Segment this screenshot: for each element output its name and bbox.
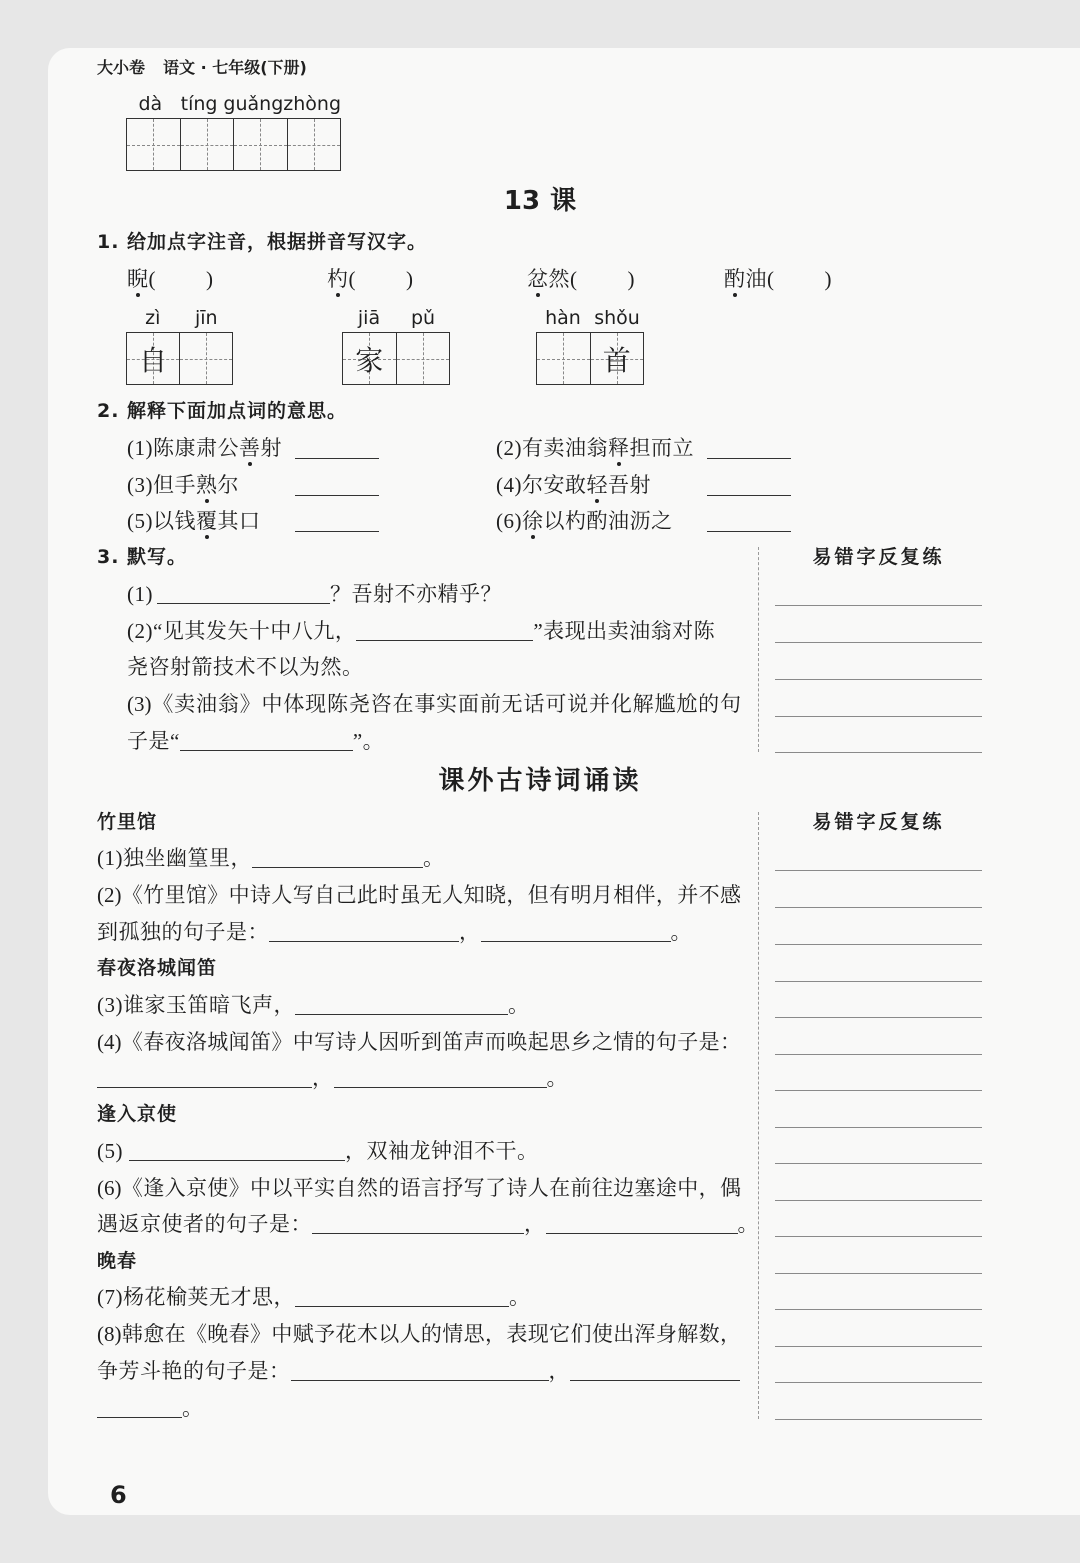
answer-blank [180,732,353,751]
tianzige-box [126,118,341,171]
q2-item [496,509,673,533]
answer-blank [481,923,671,942]
item-number: (3) [127,692,152,716]
item-text: 以钱 [153,509,196,533]
poem-item-continued [97,1396,204,1420]
q2-item [496,436,694,460]
q3-item [127,582,502,606]
separator: ， [524,1212,546,1236]
item-text: 到孤独的句子是： [97,920,269,944]
item-number: (7) [97,1285,123,1309]
answer-blank [546,1215,738,1234]
practice-line [775,870,982,871]
book-subject: 语文 · 七年级(下册) [163,58,307,77]
q1-item [724,267,832,291]
item-text: 然 [548,267,570,291]
pinyin-syllable: jiā [357,307,381,329]
question-2-prompt: 2. 解释下面加点词的意思。 [97,400,348,422]
answer-blank [252,849,423,868]
item-text: 尔 [217,473,239,497]
item-text: 吾射 [608,473,651,497]
answer-blank [295,531,379,532]
answer-blank [295,996,508,1015]
practice-line [775,1309,982,1310]
emphasis-char: 释 [608,436,630,460]
item-text: ，双袖龙钟泪不干。 [345,1139,539,1163]
section-title: 课外古诗词诵读 [438,766,642,796]
item-text: 担而立 [629,436,694,460]
column-divider [758,812,759,1419]
answer-blank [570,1362,740,1381]
practice-line [775,1273,982,1274]
item-text: 陈康肃公 [153,436,239,460]
q2-item [127,509,261,533]
answer-blank [97,1069,312,1088]
answer-blank [157,585,330,604]
pinyin-syllable: jīn [194,307,218,329]
item-text: 《逢入京使》中以平实自然的语言抒写了诗人在前往边塞途中，偶 [121,1176,741,1200]
paren-open: ( [148,267,156,291]
poem-item-continued [97,1212,759,1236]
practice-line [775,1236,982,1237]
item-text: 其口 [217,509,261,533]
answer-blank [707,458,791,459]
practice-column-title: 易错字反复练 [812,546,945,568]
answer-blank [269,923,459,942]
item-text: 油 [745,267,767,291]
end-mark: 。 [670,920,692,944]
item-number: (3) [127,473,153,497]
practice-line [775,752,982,753]
emphasis-char: 覆 [196,509,218,533]
given-char: 自 [138,345,167,377]
item-number: (3) [97,993,123,1017]
poem-item [97,1139,539,1163]
warmup-pinyin [126,92,341,116]
word-pinyin [342,306,450,330]
q3-item [127,619,715,643]
answer-blank [129,1142,345,1161]
practice-line [775,642,982,643]
given-char: 首 [602,345,631,377]
tianzige-cell [127,333,180,384]
separator: ， [548,1359,570,1383]
q2-item [127,473,239,497]
q1-item [527,267,635,291]
tianzige-cell [537,333,591,384]
practice-line [775,1419,982,1420]
paren-open: ( [570,267,578,291]
item-number: (4) [496,473,522,497]
item-text: ？吾射不亦精乎？ [330,582,502,606]
end-mark: 。 [546,1066,568,1090]
item-text: 争芳斗艳的句子是： [97,1359,291,1383]
question-1-prompt: 1. 给加点字注音，根据拼音写汉字。 [97,231,428,253]
practice-line [775,1054,982,1055]
item-number: (6) [496,509,522,533]
item-text: ”表现出卖油翁对陈 [533,619,716,643]
item-text: 。 [508,993,530,1017]
item-number: (8) [97,1322,122,1346]
pinyin-syllable: pǔ [410,307,436,329]
pinyin-syllable: hàn [545,307,581,329]
item-text: 。 [509,1285,531,1309]
lesson-number: 13 [503,186,541,216]
item-text: 韩愈在《晚春》中赋予花木以人的情思，表现它们使出浑身解数， [121,1322,741,1346]
item-text: 《春夜洛城闻笛》中写诗人因听到笛声而唤起思乡之情的句子是： [121,1030,741,1054]
practice-line [775,907,982,908]
answer-blank [707,531,791,532]
answer-blank [295,458,379,459]
running-header [97,57,307,79]
item-text: 《竹里馆》中诗人写自己此时虽无人知晓，但有明月相伴，并不感 [121,883,741,907]
item-text: 谁家玉笛暗飞声， [123,993,295,1017]
practice-line [775,1090,982,1091]
item-text: 射 [260,436,282,460]
item-text: “见其发矢十中八九， [153,619,357,643]
item-text: 杨花榆荚无才思， [123,1285,295,1309]
poem-title: 竹里馆 [97,811,158,833]
answer-blank [291,1362,549,1381]
poem-item [97,1176,741,1200]
tianzige-cell [288,119,341,170]
question-3-prompt: 3. 默写。 [97,546,188,568]
tianzige-cell [181,119,235,170]
answer-blank [312,1215,524,1234]
emphasis-char: 睨 [127,267,149,291]
practice-line [775,1127,982,1128]
answer-blank [707,495,791,496]
item-text: 。 [423,846,445,870]
series-name: 大小卷 [97,58,146,77]
practice-line [775,1346,982,1347]
item-number: (1) [127,582,153,606]
emphasis-char: 熟 [196,473,218,497]
q3-item [127,692,741,716]
item-text: 《卖油翁》中体现陈尧咨在事实面前无话可说并化解尴尬的句 [151,692,741,716]
item-number: (6) [97,1176,122,1200]
poem-item-continued [97,1359,740,1383]
paren-open: ( [767,267,775,291]
item-text: 以杓酌油沥之 [543,509,673,533]
emphasis-char: 徐 [522,509,544,533]
tianzige-cell [180,333,232,384]
poem-item [97,846,445,870]
word-pinyin [126,306,233,330]
item-text: 有卖油翁 [522,436,608,460]
pinyin-syllable: shǒu [594,307,640,329]
item-number: (2) [97,883,122,907]
paren-close: ) [627,267,635,291]
end-mark: 。 [182,1396,204,1420]
poem-item [97,1285,531,1309]
paren-open: ( [348,267,356,291]
tianzige-cell [397,333,450,384]
answer-blank [97,1399,182,1418]
practice-line [775,1200,982,1201]
emphasis-char: 忿 [527,267,549,291]
item-text: 尔安敢 [522,473,587,497]
poem-item [97,883,741,907]
poem-title: 春夜洛城闻笛 [97,957,218,979]
item-number: (1) [97,846,123,870]
item-number: (2) [127,619,153,643]
q2-item [127,436,282,460]
practice-line [775,1382,982,1383]
answer-blank [334,1069,547,1088]
page-number: 6 [110,1481,127,1509]
item-number: (2) [496,436,522,460]
paren-close: ) [824,267,832,291]
poem-item-continued [97,920,692,944]
item-text: 但手 [153,473,196,497]
pinyin-syllable: guǎng [223,93,284,115]
practice-line [775,1163,982,1164]
practice-line [775,716,982,717]
poem-item [97,1030,741,1054]
item-number: (1) [127,436,153,460]
q1-item [127,267,214,291]
q3-item-continued [127,729,384,753]
q3-item-continued: 尧咨射箭技术不以为然。 [127,655,364,679]
item-number: (5) [127,509,153,533]
pinyin-syllable: zhòng [283,93,342,115]
emphasis-char: 杓 [327,267,349,291]
emphasis-char: 酌 [724,267,746,291]
item-number: (4) [97,1030,122,1054]
paren-close: ) [406,267,414,291]
tianzige-cell [234,119,288,170]
answer-blank [295,495,379,496]
tianzige-box [342,332,450,385]
lesson-label: 课 [550,186,577,216]
poem-title: 逢入京使 [97,1103,178,1125]
answer-blank [295,1288,509,1307]
pinyin-syllable: zì [145,307,161,329]
column-divider [758,547,759,752]
poem-item [97,993,530,1017]
practice-column-title: 易错字反复练 [812,811,945,833]
lesson-title [0,185,1080,217]
practice-line [775,944,982,945]
q1-item [327,267,414,291]
separator: ， [312,1066,334,1090]
separator: ， [459,920,481,944]
item-text: 子是“ [127,729,180,753]
pinyin-syllable: tíng [180,93,218,115]
item-text: ”。 [352,729,385,753]
tianzige-box [536,332,644,385]
practice-line [775,981,982,982]
practice-line [775,605,982,606]
poem-item-continued [97,1066,568,1090]
paren-close: ) [206,267,214,291]
practice-line [775,1017,982,1018]
tianzige-cell [343,333,397,384]
word-pinyin [536,306,644,330]
item-text: 独坐幽篁里， [123,846,252,870]
poem-title: 晚春 [97,1250,138,1272]
poem-item [97,1322,741,1346]
practice-line [775,679,982,680]
emphasis-char: 轻 [586,473,608,497]
answer-blank [356,622,533,641]
given-char: 家 [355,345,384,377]
item-text: 遇返京使者的句子是： [97,1212,312,1236]
end-mark: 。 [737,1212,759,1236]
pinyin-syllable: dà [138,93,163,115]
item-number: (5) [97,1139,123,1163]
q2-item [496,473,651,497]
emphasis-char: 善 [239,436,261,460]
tianzige-box [126,332,233,385]
tianzige-cell [591,333,644,384]
tianzige-cell [127,119,181,170]
